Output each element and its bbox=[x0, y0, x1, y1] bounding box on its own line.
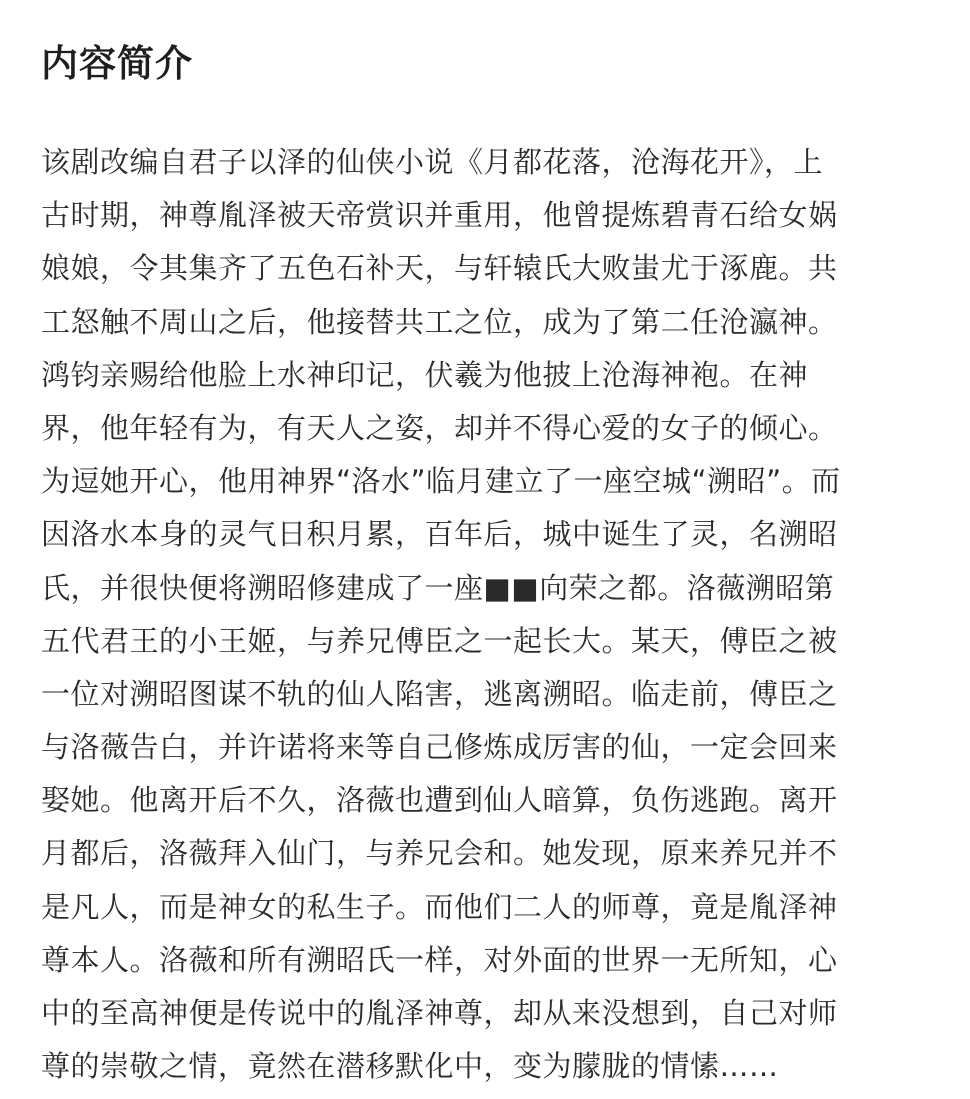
synopsis-line: 古时期，神尊胤泽被天帝赏识并重用，他曾提炼碧青石给女娲 bbox=[41, 198, 838, 233]
synopsis-line: 与洛薇告白，并许诺将来等自己修炼成厉害的仙，一定会回来 bbox=[41, 730, 838, 765]
synopsis-line: 中的至高神便是传说中的胤泽神尊，却从来没想到，自己对师 bbox=[41, 996, 838, 1030]
synopsis-line: 尊的崇敬之情，竟然在潜移默化中，变为朦胧的情愫…… bbox=[41, 1049, 779, 1084]
synopsis-line: 界，他年轻有为，有天人之姿，却并不得心爱的女子的倾心。 bbox=[41, 410, 838, 445]
synopsis-body bbox=[41, 136, 931, 1093]
synopsis-line: 该剧改编自君子以泽的仙侠小说《月都花落，沧海花开》，上 bbox=[41, 145, 824, 179]
synopsis-line: 一位对溯昭图谋不轨的仙人陷害，逃离溯昭。临走前，傅臣之 bbox=[41, 676, 838, 711]
synopsis-line: 工怒触不周山之后，他接替共工之位，成为了第二任沧瀛神。 bbox=[41, 304, 838, 339]
synopsis-line: 因洛水本身的灵气日积月累，百年后，城中诞生了灵，名溯昭 bbox=[41, 517, 838, 552]
synopsis-line: 娘娘，令其集齐了五色石补天，与轩辕氏大败蚩尤于涿鹿。共 bbox=[41, 251, 838, 286]
synopsis-line: 为逗她开心，他用神界“洛水”临月建立了一座空城“溯昭”。而 bbox=[41, 464, 841, 499]
synopsis-line: 五代君王的小王姬，与养兄傅臣之一起长大。某天，傅臣之被 bbox=[41, 623, 838, 658]
synopsis-line: 是凡人，而是神女的私生子。而他们二人的师尊，竟是胤泽神 bbox=[41, 889, 838, 924]
section-title: 内容简介 bbox=[41, 42, 193, 85]
synopsis-line: 鸿钧亲赐给他脸上水神印记，伏羲为他披上沧海神袍。在神 bbox=[41, 357, 809, 392]
synopsis-line: 月都后，洛薇拜入仙门，与养兄会和。她发现，原来养兄并不 bbox=[41, 836, 838, 871]
synopsis-line: 娶她。他离开后不久，洛薇也遭到仙人暗算，负伤逃跑。离开 bbox=[41, 783, 838, 818]
synopsis-line: 尊本人。洛薇和所有溯昭氏一样，对外面的世界一无所知，心 bbox=[41, 942, 838, 977]
synopsis-line: 氏，并很快便将溯昭修建成了一座■■向荣之都。洛薇溯昭第 bbox=[41, 570, 835, 605]
